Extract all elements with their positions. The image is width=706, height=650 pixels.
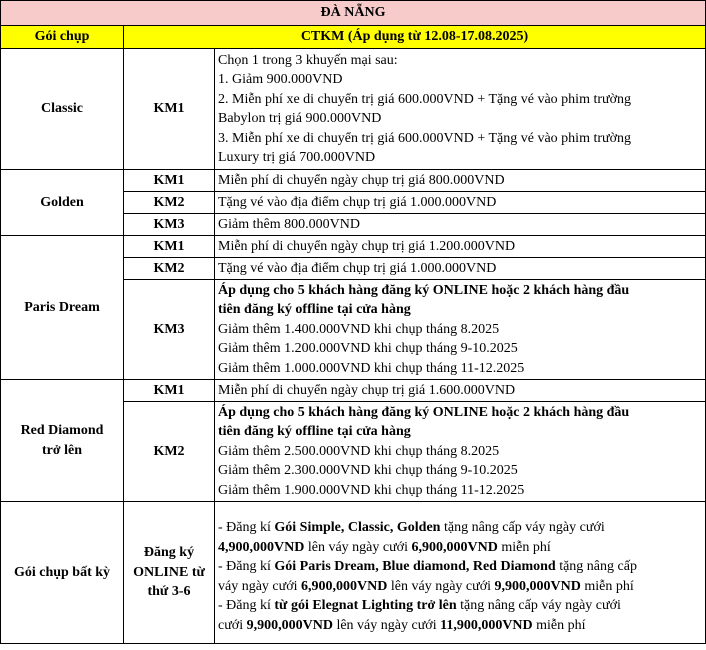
promo-description [215, 280, 706, 380]
title-row [1, 1, 706, 26]
promo-condition: tiên đăng ký offline tại cửa hàng [218, 302, 411, 318]
promo-line [218, 577, 702, 597]
promo-line [218, 616, 702, 636]
promo-code: KM3 [124, 214, 215, 236]
package-golden: Golden [1, 170, 124, 236]
promo-condition: Áp dụng cho 5 khách hàng đăng ký ONLINE hoặc 2 khách hàng đầu [218, 404, 630, 420]
promo-description: Miễn phí di chuyển ngày chụp trị giá 1.200.000VND [215, 236, 706, 258]
text-run: tặng nâng cấp váy ngày cưới [456, 598, 621, 613]
text-run: - Đăng kí [218, 559, 275, 574]
promo-line: Giảm thêm 2.500.000VND khi chụp tháng 8.2025 [218, 443, 500, 459]
promo-line: Babylon trị giá 900.000VND [218, 111, 382, 126]
promo-description: Miễn phí di chuyển ngày chụp trị giá 800.000VND [215, 170, 706, 192]
promo-line [218, 596, 702, 616]
text-run: - Đăng kí [218, 598, 275, 613]
text-run: Gói Simple, Classic, Golden [274, 520, 441, 535]
header-package: Gói chụp [1, 26, 124, 49]
promo-code: KM1 [124, 380, 215, 402]
promo-code [124, 502, 215, 644]
header-promo: CTKM (Áp dụng từ 12.08-17.08.2025) [124, 26, 706, 49]
promo-line: Giảm thêm 1.900.000VND khi chụp tháng 11-12.2025 [218, 482, 525, 498]
text-run: từ gói Elegnat Lighting trở lên [274, 598, 457, 613]
text-run: 11,900,000VND [440, 617, 533, 633]
promo-code: KM2 [124, 192, 215, 214]
promo-line: 2. Miễn phí xe di chuyển trị giá 600.000VND + Tặng vé vào phim trường [218, 91, 632, 107]
header-row [1, 26, 706, 49]
promo-code: KM2 [124, 258, 215, 280]
text-run: 6,900,000VND [301, 578, 388, 594]
promo-line: 1. Giảm 900.000VND [218, 72, 343, 87]
text-run: miễn phí [532, 617, 586, 633]
text-run: 9,900,000VND [246, 617, 333, 633]
package-red-diamond [1, 380, 124, 502]
promo-description [215, 49, 706, 170]
text-run: miễn phí [497, 539, 551, 555]
promo-line: 3. Miễn phí xe di chuyển trị giá 600.000VND + Tặng vé vào phim trường [218, 130, 632, 146]
promo-code: KM1 [124, 236, 215, 258]
promo-line: Chọn 1 trong 3 khuyến mại sau: [218, 52, 398, 68]
promo-line: Luxury trị giá 700.000VND [218, 150, 376, 165]
promo-code: KM2 [124, 402, 215, 502]
any-package-row [1, 502, 706, 644]
package-paris-dream: Paris Dream [1, 236, 124, 380]
promo-line: Giảm thêm 1.200.000VND khi chụp tháng 9-10.2025 [218, 341, 518, 357]
text-run: lên váy ngày cưới [304, 539, 412, 555]
table-title: ĐÀ NẴNG [1, 1, 706, 26]
promo-description: Tặng vé vào địa điểm chụp trị giá 1.000.000VND [215, 258, 706, 280]
promo-line [218, 557, 702, 577]
promo-condition: tiên đăng ký offline tại cửa hàng [218, 424, 411, 440]
package-name-line: trở lên [41, 442, 83, 458]
promo-code: KM1 [124, 49, 215, 170]
classic-row [1, 49, 706, 170]
promo-code-line: ONLINE từ [133, 564, 205, 580]
promo-code: KM1 [124, 170, 215, 192]
promo-code: KM3 [124, 280, 215, 380]
promo-description: Tặng vé vào địa điểm chụp trị giá 1.000.000VND [215, 192, 706, 214]
text-run: 9,900,000VND [494, 578, 581, 594]
promo-line: Giảm thêm 1.000.000VND khi chụp tháng 11-12.2025 [218, 360, 525, 376]
promo-line [218, 518, 702, 538]
text-run: lên váy ngày cưới [387, 578, 495, 594]
package-classic: Classic [1, 49, 124, 170]
promo-line: Giảm thêm 2.300.000VND khi chụp tháng 9-10.2025 [218, 463, 518, 479]
text-run: tặng nâng cấp [555, 559, 637, 574]
package-any: Gói chụp bất kỳ [1, 502, 124, 644]
text-run: miễn phí [580, 578, 634, 594]
promo-description [215, 402, 706, 502]
text-run: cưới [218, 617, 247, 633]
text-run: Gói Paris Dream, Blue diamond, Red Diamond [274, 559, 556, 574]
promo-line [218, 538, 702, 558]
promo-code-line: thứ 3-6 [147, 584, 191, 600]
text-run: váy ngày cưới [218, 578, 302, 594]
paris-row [1, 236, 706, 258]
text-run: 6,900,000VND [411, 539, 498, 555]
package-name-line: Red Diamond [20, 423, 104, 438]
red-diamond-row [1, 380, 706, 402]
text-run: tặng nâng cấp váy ngày cưới [440, 520, 605, 535]
promo-code-line: Đăng ký [143, 545, 195, 561]
text-run: - Đăng kí [218, 520, 275, 535]
promo-description: Giảm thêm 800.000VND [215, 214, 706, 236]
promo-description: Miễn phí di chuyển ngày chụp trị giá 1.600.000VND [215, 380, 706, 402]
golden-row [1, 170, 706, 192]
text-run: 4,900,000VND [218, 539, 305, 555]
text-run: lên váy ngày cưới [332, 617, 441, 633]
promo-description [215, 502, 706, 644]
promo-condition: Áp dụng cho 5 khách hàng đăng ký ONLINE hoặc 2 khách hàng đầu [218, 282, 630, 298]
promo-line: Giảm thêm 1.400.000VND khi chụp tháng 8.2025 [218, 321, 500, 337]
